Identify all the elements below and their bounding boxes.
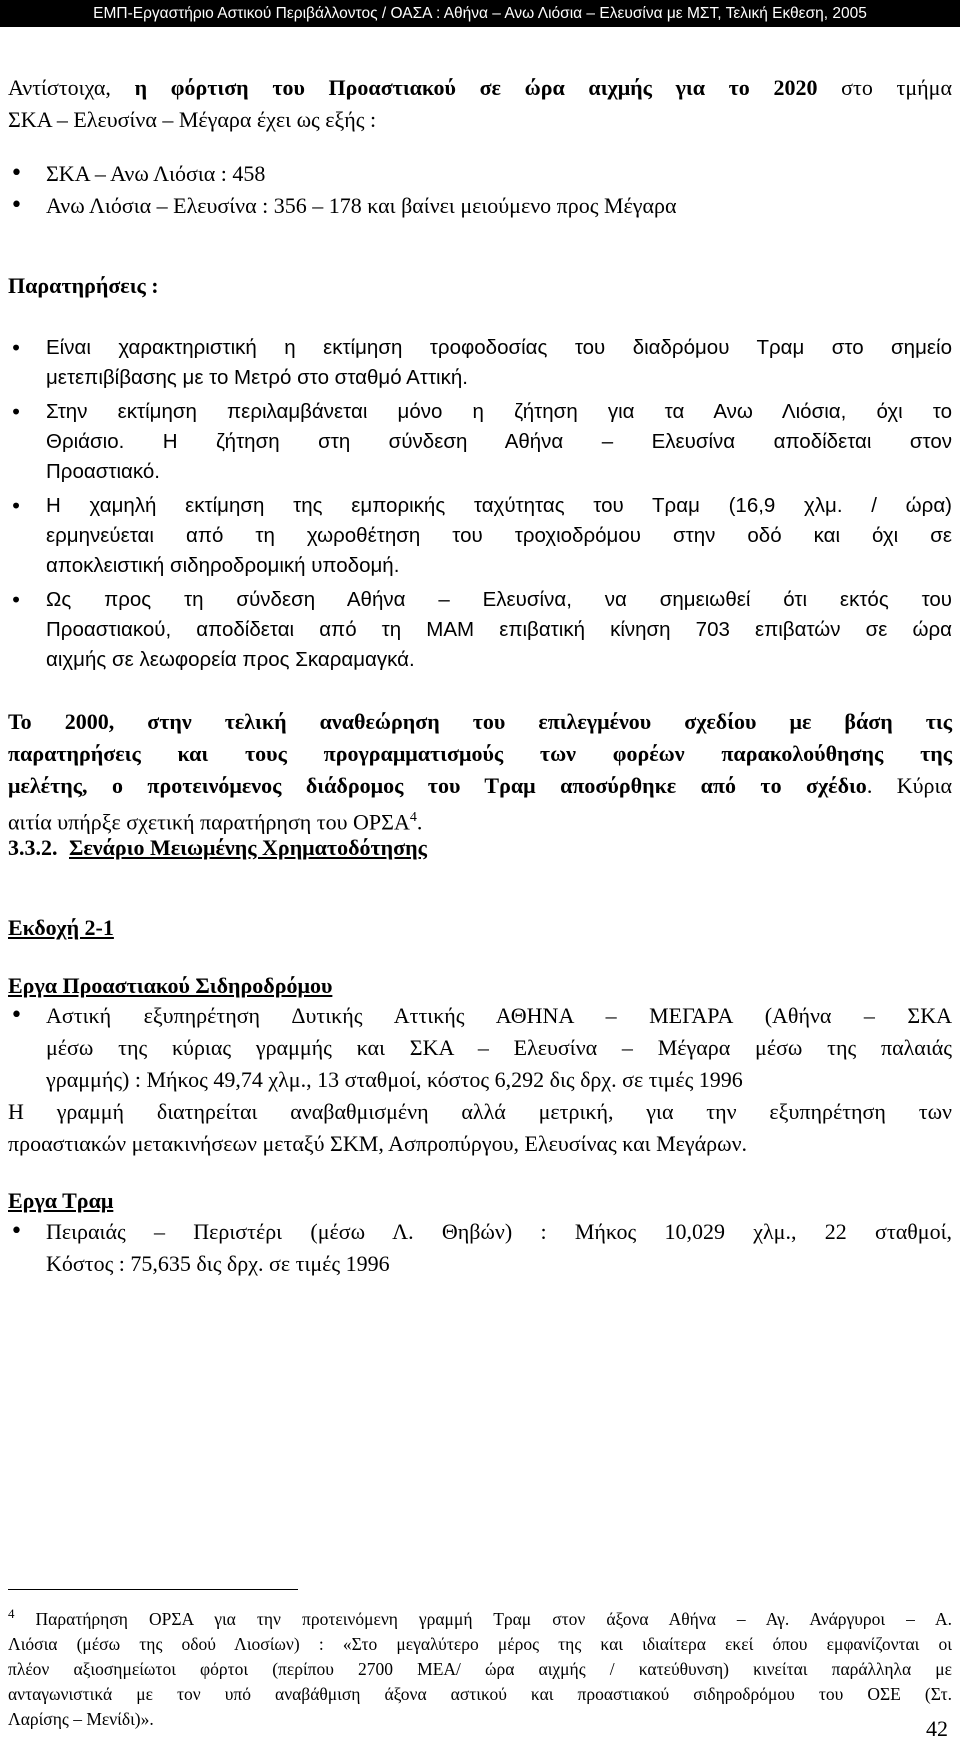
intro-bold: η φόρτιση του Προαστιακού σε ώρα αιχμής για το 2020	[134, 75, 818, 100]
bullet-icon: •	[10, 400, 23, 424]
bullet-icon: •	[10, 336, 23, 360]
list-item: • Η χαμηλή εκτίμηση της εμπορικής ταχύτητας του Τραμ (16,9 χλμ. / ώρα) ερμηνεύεται από τη χωροθέτηση του τροχιοδρόμου στην οδό και όχι σε αποκλειστική σιδηροδρομική υποδομή.	[8, 491, 952, 581]
intro-text-3: στο τμήμα	[817, 75, 952, 100]
rail-list	[8, 1000, 952, 1096]
bullet-icon: •	[10, 161, 23, 186]
bullet-icon: •	[10, 193, 23, 218]
footnote: $^4$ Παρατήρηση ΟΡΣΑ για την προτεινόμενη γραμμή Τραμ στον άξονα Αθήνα – Αγ. Ανάργυροι – Α. Λιόσια (μέσω της οδού Λιοσίων) : «Στο μεγαλύτερο μέρος της και ιδιαίτερα εκεί όπου εμφανίζονται οι πλέον αξιοσημείωτοι φόρτοι (περίπου 2700 ΜΕΑ/ ώρα αιχμής / κατεύθυνση) κινείται παράλληλα με ανταγωνιστικά με τον υπό αναβάθμιση άξονα αστικού και προαστιακού σιδηροδρόμου του ΟΣΕ (Στ. Λαρίσης – Μενίδι)».	[8, 1606, 952, 1729]
running-header: ΕΜΠ-Εργαστήριο Αστικού Περιβάλλοντος / ΟΑΣΑ : Αθήνα – Ανω Λιόσια – Ελευσίνα με ΜΣΤ, Τελική Εκθεση, 2005	[0, 0, 960, 27]
rail-heading: Εργα Προαστιακού Σιδηροδρόμου	[8, 973, 333, 998]
footnote-mark: 4	[8, 1606, 15, 1621]
bullet-icon: •	[10, 1219, 23, 1244]
bullet-icon: •	[10, 494, 23, 518]
rail-paragraph: Η γραμμή διατηρείται αναβαθμισμένη αλλά μετρική, για την εξυπηρέτηση των προαστιακών μετακινήσεων μεταξύ ΣΚΜ, Ασπροπύργου, Ελευσίνας και Μεγάρων.	[8, 1099, 952, 1156]
section-number: 3.3.2.	[8, 835, 58, 860]
bullet-icon: •	[10, 1003, 23, 1028]
list-item: • Πειραιάς – Περιστέρι (μέσω Λ. Θηβών) : Μήκος 10,029 χλμ., 22 σταθμοί, Κόστος : 75,635 δις δρχ. σε τιμές 1996	[8, 1216, 952, 1280]
list-item: • Ως προς τη σύνδεση Αθήνα – Ελευσίνα, να σημειωθεί ότι εκτός του Προαστιακού, αποδίδεται από τη ΜΑΜ επιβατική κίνηση 703 επιβατών σε ώρα αιχμής σε λεωφορεία προς Σκαραμαγκά.	[8, 585, 952, 675]
remarks-heading: Παρατηρήσεις :	[8, 273, 159, 298]
footnote-divider	[8, 1589, 298, 1590]
tram-heading: Εργα Τραμ	[8, 1188, 114, 1213]
bullet-icon: •	[10, 588, 23, 612]
remarks-list	[8, 333, 952, 675]
paragraph-2000: Το 2000, στην τελική αναθεώρηση του επιλεγμένου σχεδίου με βάση τις παρατηρήσεις και τους προγραμματισμούς των φορέων παρακολούθησης της μελέτης, ο προτεινόμενος διάδρομος του Τραμ αποσύρθηκε από το σχέδιο. Κύρια αιτία υπήρξε σχετική παρατήρηση του ΟΡΣΑ$^4$.	[8, 709, 952, 835]
intro-text-1: Αντίστοιχα,	[8, 75, 135, 100]
section-title: Σενάριο Μειωμένης Χρηματοδότησης	[69, 835, 427, 860]
edition-heading: Εκδοχή 2-1	[8, 915, 114, 940]
load-list	[8, 158, 952, 222]
footnote-ref: 4	[409, 810, 417, 825]
list-item: • ΣΚΑ – Ανω Λιόσια : 458	[8, 158, 952, 190]
section-heading	[8, 832, 952, 864]
list-item: • Ανω Λιόσια – Ελευσίνα : 356 – 178 και βαίνει μειούμενο προς Μέγαρα	[8, 190, 952, 222]
list-item: • Στην εκτίμηση περιλαμβάνεται μόνο η ζήτηση για τα Ανω Λιόσια, όχι το Θριάσιο. Η ζήτηση στη σύνδεση Αθήνα – Ελευσίνα αποδίδεται στον Προαστιακό.	[8, 397, 952, 487]
list-item: • Είναι χαρακτηριστική η εκτίμηση τροφοδοσίας του διαδρόμου Τραμ στο σημείο μετεπιβίβασης με το Μετρό στο σταθμό Αττική.	[8, 333, 952, 393]
page-number: 42	[926, 1716, 948, 1741]
tram-list	[8, 1216, 952, 1280]
intro-line-2: ΣΚΑ – Ελευσίνα – Μέγαρα έχει ως εξής :	[8, 107, 377, 132]
intro-paragraph	[8, 72, 952, 136]
list-item: • Αστική εξυπηρέτηση Δυτικής Αττικής ΑΘΗΝΑ – ΜΕΓΑΡΑ (Αθήνα – ΣΚΑ μέσω της κύριας γραμμής και ΣΚΑ – Ελευσίνα – Μέγαρα μέσω της παλαιάς γραμμής) : Μήκος 49,74 χλμ., 13 σταθμοί, κόστος 6,292 δις δρχ. σε τιμές 1996	[8, 1000, 952, 1096]
